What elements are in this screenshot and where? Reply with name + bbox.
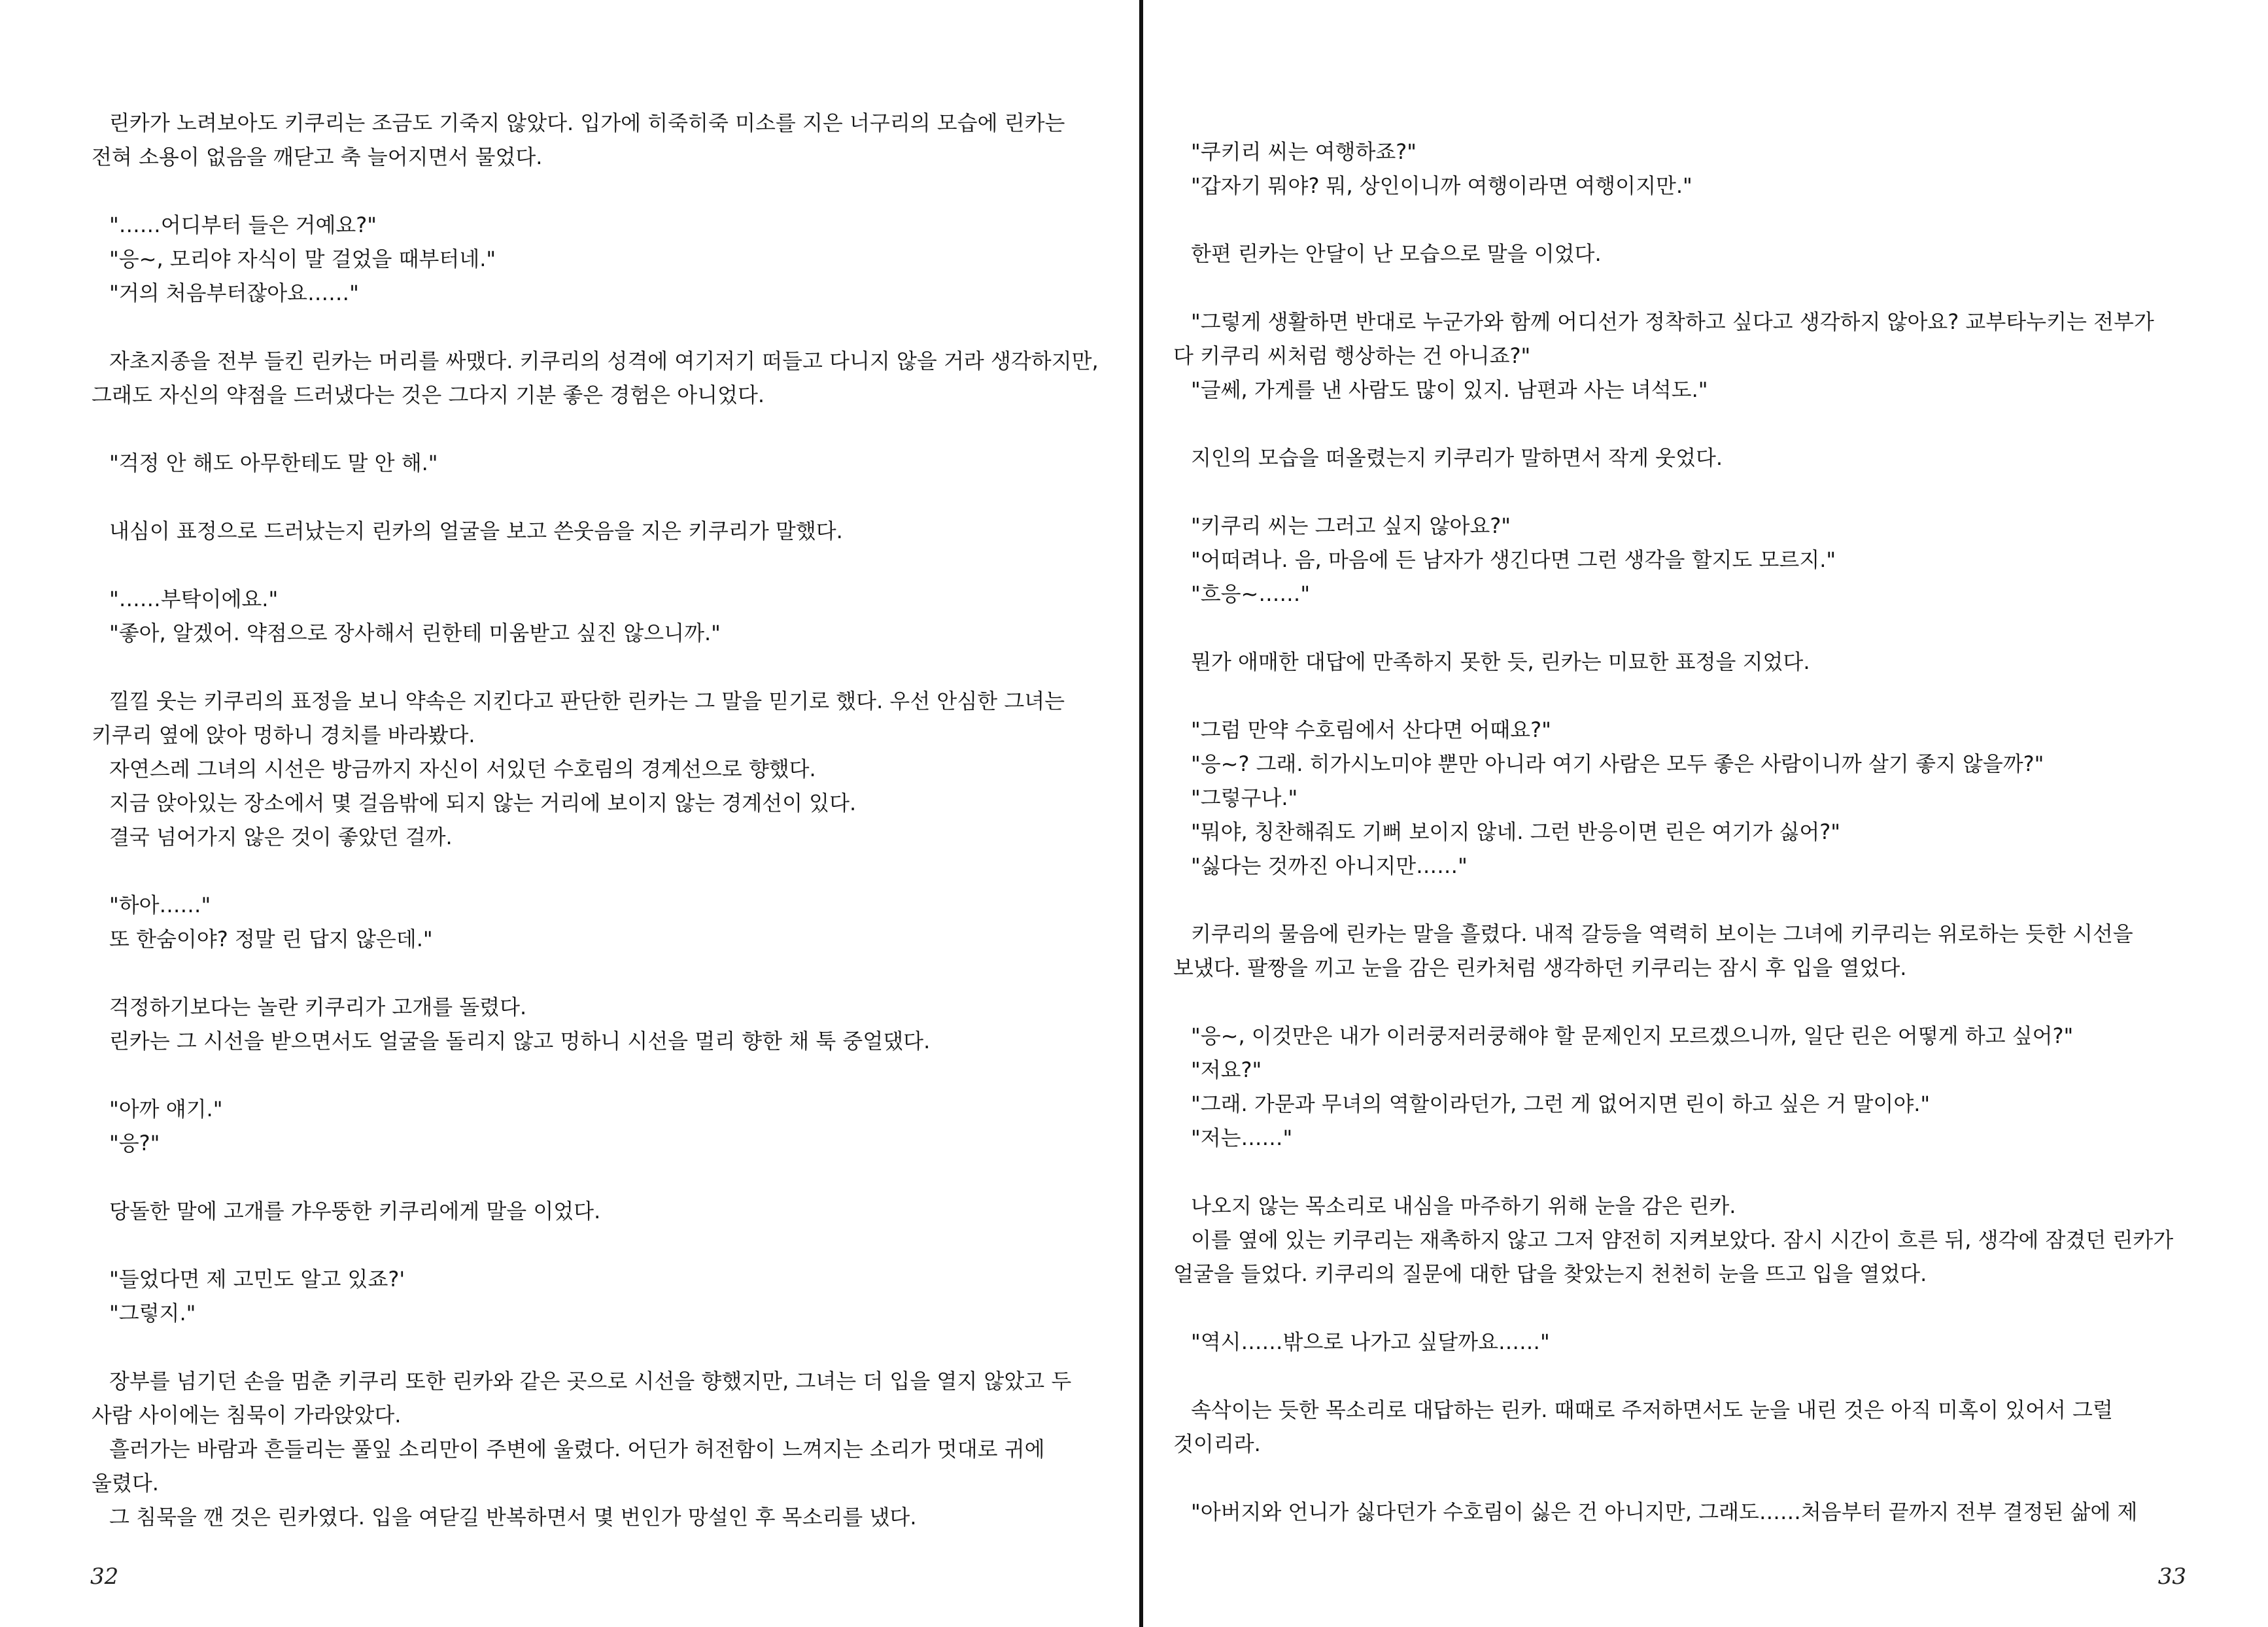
text-line: "글쎄, 가게를 낸 사람도 많이 있지. 남편과 사는 녀석도." (1191, 377, 1708, 402)
text-line: 나오지 않는 목소리로 내심을 마주하기 위해 눈을 감은 린카. (1191, 1193, 1736, 1218)
text-line: "그렇지." (109, 1301, 196, 1326)
text-line: 다 키쿠리 씨처럼 행상하는 건 아니죠?" (1173, 343, 1531, 368)
text-line: 보냈다. 팔짱을 끼고 눈을 감은 린카처럼 생각하던 키쿠리는 잠시 후 입을 열었다. (1173, 955, 1907, 980)
blank-line (1173, 883, 2259, 917)
text-line: "좋아, 알겠어. 약점으로 장사해서 린한테 미움받고 싶진 않으니까." (109, 621, 721, 645)
blank-line (92, 1160, 1131, 1194)
text-line: 장부를 넘기던 손을 멈춘 키쿠리 또한 린카와 같은 곳으로 시선을 향했지만, 그녀는 더 입을 열지 않았고 두 (109, 1369, 1072, 1394)
text-line: 키쿠리 옆에 앉아 멍하니 경치를 바라봤다. (92, 723, 475, 747)
blank-line (1173, 1461, 2259, 1495)
text-line: "응~? 그래. 히가시노미야 뿐만 아니라 여기 사람은 모두 좋은 사람이니까 살기 좋지 않을까?" (1191, 751, 2044, 776)
blank-line (1173, 985, 2259, 1019)
blank-line (1173, 1359, 2259, 1393)
text-line: "흐응~……" (1191, 581, 1311, 606)
blank-line (92, 174, 1131, 208)
blank-line (92, 548, 1131, 582)
left-page-number: 32 (90, 1564, 119, 1590)
text-line: 것이리라. (1173, 1431, 1261, 1456)
text-line: 지금 앉아있는 장소에서 몇 걸음밖에 되지 않는 거리에 보이지 않는 경계선이 있다. (109, 791, 857, 815)
text-line: 울렸다. (92, 1471, 159, 1496)
text-line: 지인의 모습을 떠올렸는지 키쿠리가 말하면서 작게 웃었다. (1191, 445, 1723, 470)
text-line: 결국 넘어가지 않은 것이 좋았던 걸까. (109, 825, 453, 849)
text-line: 낄낄 웃는 키쿠리의 표정을 보니 약속은 지킨다고 판단한 린카는 그 말을 믿기로 했다. 우선 안심한 그녀는 (109, 689, 1065, 713)
text-line: "어떠려나. 음, 마음에 든 남자가 생긴다면 그런 생각을 할지도 모르지." (1191, 547, 1836, 572)
text-line: "응~, 이것만은 내가 이러쿵저러쿵해야 할 문제인지 모르겠으니까, 일단 린은 어떻게 하고 싶어?" (1191, 1023, 2074, 1048)
text-line: 그래도 자신의 약점을 드러냈다는 것은 그다지 기분 좋은 경험은 아니었다. (92, 383, 765, 407)
text-line: "그렇구나." (1191, 785, 1298, 810)
blank-line (92, 1058, 1131, 1092)
text-line: "역시……밖으로 나가고 싶달까요……" (1191, 1329, 1550, 1354)
blank-line (92, 310, 1131, 344)
text-line: 린카는 그 시선을 받으면서도 얼굴을 돌리지 않고 멍하니 시선을 멀리 향한 채 툭 중얼댔다. (109, 1029, 931, 1053)
text-line: 한편 린카는 안달이 난 모습으로 말을 이었다. (1191, 241, 1602, 266)
text-line: "갑자기 뭐야? 뭐, 상인이니까 여행이라면 여행이지만." (1191, 173, 1692, 198)
text-line: 흘러가는 바람과 흔들리는 풀잎 소리만이 주변에 울렸다. 어딘가 허전함이 느껴지는 소리가 멋대로 귀에 (109, 1437, 1045, 1462)
text-line: "거의 처음부터잖아요……" (109, 281, 359, 305)
text-line: 뭔가 애매한 대답에 만족하지 못한 듯, 린카는 미묘한 표정을 지었다. (1191, 649, 1810, 674)
right-page-number: 33 (2157, 1564, 2186, 1590)
text-line: "쿠키리 씨는 여행하죠?" (1191, 139, 1417, 164)
text-line: "뭐야, 칭찬해줘도 기뻐 보이지 않네. 그런 반응이면 린은 여기가 싫어?" (1191, 819, 1840, 844)
text-line: "아까 얘기." (109, 1097, 223, 1122)
text-line: 또 한숨이야? 정말 린 답지 않은데." (109, 927, 433, 951)
text-line: "아버지와 언니가 싫다던가 수호림이 싫은 건 아니지만, 그래도……처음부터 끝까지 전부 결정된 삶에 제 (1191, 1499, 2138, 1524)
text-line: "키쿠리 씨는 그러고 싶지 않아요?" (1191, 513, 1511, 538)
text-line: 전혀 소용이 없음을 깨닫고 축 늘어지면서 물었다. (92, 145, 543, 169)
text-line: 이를 옆에 있는 키쿠리는 재촉하지 않고 그저 얌전히 지켜보았다. 잠시 시간이 흐른 뒤, 생각에 잠겼던 린카가 (1191, 1227, 2174, 1252)
text-line: 자초지종을 전부 들킨 린카는 머리를 싸맸다. 키쿠리의 성격에 여기저기 떠들고 다니지 않을 거라 생각하지만, (109, 349, 1099, 373)
blank-line (1173, 475, 2259, 509)
text-line: 걱정하기보다는 놀란 키쿠리가 고개를 돌렸다. (109, 995, 527, 1019)
text-line: 그 침묵을 깬 것은 린카였다. 입을 여닫길 반복하면서 몇 번인가 망설인 후 목소리를 냈다. (109, 1505, 917, 1530)
text-line: 키쿠리의 물음에 린카는 말을 흘렸다. 내적 갈등을 역력히 보이는 그녀에 키쿠리는 위로하는 듯한 시선을 (1191, 921, 2133, 946)
blank-line (1173, 1155, 2259, 1189)
text-line: "그럼 만약 수호림에서 산다면 어때요?" (1191, 717, 1551, 742)
right-page-body-text (1173, 135, 2259, 1529)
text-line: "저요?" (1191, 1057, 1262, 1082)
blank-line (92, 650, 1131, 684)
text-line: 속삭이는 듯한 목소리로 대답하는 린카. 때때로 주저하면서도 눈을 내린 것은 아직 미혹이 있어서 그럴 (1191, 1397, 2113, 1422)
text-line: "응~, 모리야 자식이 말 걸었을 때부터네." (109, 247, 496, 271)
blank-line (92, 854, 1131, 888)
blank-line (1173, 611, 2259, 645)
text-line: 내심이 표정으로 드러났는지 린카의 얼굴을 보고 쓴웃음을 지은 키쿠리가 말했다. (109, 519, 843, 543)
blank-line (92, 956, 1131, 990)
text-line: "그래. 가문과 무녀의 역할이라던가, 그런 게 없어지면 린이 하고 싶은 거 말이야." (1191, 1091, 1931, 1116)
text-line: "들었다면 제 고민도 알고 있죠?' (109, 1267, 405, 1292)
text-line: "응?" (109, 1131, 160, 1156)
text-line: "하아……" (109, 893, 211, 917)
text-line: "……부탁이에요." (109, 587, 279, 611)
blank-line (1173, 271, 2259, 305)
text-line: "싫다는 것까진 아니지만……" (1191, 853, 1468, 878)
blank-line (92, 1228, 1131, 1262)
blank-line (92, 480, 1131, 514)
text-line: 린카가 노려보아도 키쿠리는 조금도 기죽지 않았다. 입가에 히죽히죽 미소를 지은 너구리의 모습에 린카는 (109, 111, 1065, 135)
blank-line (92, 412, 1131, 446)
right-page (1143, 0, 2268, 1627)
left-page-body-text (92, 106, 1131, 1534)
blank-line (1173, 679, 2259, 713)
text-line: "그렇게 생활하면 반대로 누군가와 함께 어디선가 정착하고 싶다고 생각하지 않아요? 교부타누키는 전부가 (1191, 309, 2154, 334)
text-line: "걱정 안 해도 아무한테도 말 안 해." (109, 451, 438, 475)
text-line: "저는……" (1191, 1125, 1293, 1150)
blank-line (1173, 407, 2259, 441)
blank-line (1173, 203, 2259, 237)
blank-line (1173, 1291, 2259, 1325)
blank-line (92, 1330, 1131, 1364)
text-line: 자연스레 그녀의 시선은 방금까지 자신이 서있던 수호림의 경계선으로 향했다. (109, 757, 816, 781)
text-line: "……어디부터 들은 거예요?" (109, 213, 377, 237)
text-line: 얼굴을 들었다. 키쿠리의 질문에 대한 답을 찾았는지 천천히 눈을 뜨고 입을 열었다. (1173, 1261, 1927, 1286)
text-line: 당돌한 말에 고개를 갸우뚱한 키쿠리에게 말을 이었다. (109, 1199, 601, 1224)
text-line: 사람 사이에는 침묵이 가라앉았다. (92, 1403, 402, 1428)
